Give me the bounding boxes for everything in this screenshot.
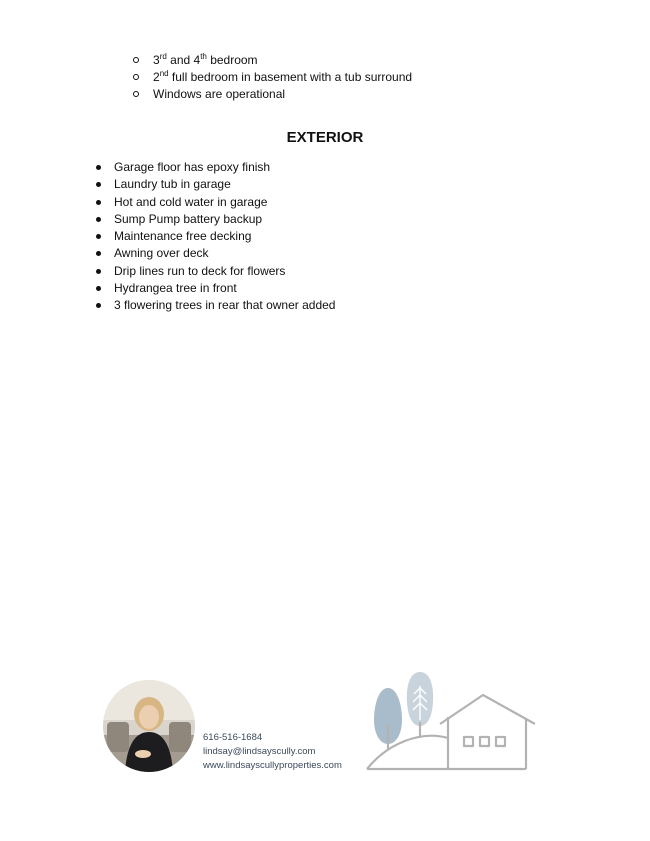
item-text: Hot and cold water in garage xyxy=(114,194,268,209)
hollow-bullet-icon xyxy=(133,91,139,97)
item-text: Drip lines run to deck for flowers xyxy=(114,263,286,278)
contact-info xyxy=(203,731,342,773)
contact-phone: 616-516-1684 xyxy=(203,732,263,743)
item-text: 2 xyxy=(153,70,160,84)
exterior-list-item xyxy=(92,194,335,211)
item-text: Garage floor has epoxy finish xyxy=(114,160,271,174)
ordinal-suffix: nd xyxy=(159,69,169,78)
item-text: bedroom xyxy=(206,53,258,67)
exterior-list-item xyxy=(92,245,335,262)
bullet-icon xyxy=(96,269,101,274)
exterior-list-item xyxy=(92,263,335,280)
item-text: Laundry tub in garage xyxy=(114,177,231,192)
house-trees-logo xyxy=(362,668,540,774)
exterior-list-item xyxy=(92,176,335,193)
ordinal-suffix: th xyxy=(200,52,207,61)
bullet-icon xyxy=(96,165,101,170)
item-text: Windows are operational xyxy=(153,87,286,101)
contact-website: www.lindsayscullyproperties.com xyxy=(203,760,342,771)
item-text: 3 xyxy=(153,53,160,67)
bullet-icon xyxy=(96,251,101,256)
exterior-heading: EXTERIOR xyxy=(286,129,364,146)
item-text: full bedroom in basement with a tub surround xyxy=(168,70,413,84)
item-text: and 4 xyxy=(166,53,201,67)
ordinal-suffix: rd xyxy=(159,52,167,61)
exterior-list-item xyxy=(92,280,335,297)
item-text: Sump Pump battery backup xyxy=(114,211,263,226)
bullet-icon xyxy=(96,200,101,205)
item-text: 3 flowering trees in rear that owner added xyxy=(114,298,336,313)
interior-list-item xyxy=(131,86,412,103)
interior-list-item xyxy=(131,69,412,86)
bullet-icon xyxy=(96,217,101,222)
bullet-icon xyxy=(96,234,101,239)
agent-portrait-image xyxy=(103,680,195,772)
bullet-icon xyxy=(96,286,101,291)
bullet-icon xyxy=(96,182,101,187)
item-text: Awning over deck xyxy=(114,246,209,261)
contact-email: lindsay@lindsayscully.com xyxy=(203,746,316,757)
item-text: Hydrangea tree in front xyxy=(114,281,237,296)
hollow-bullet-icon xyxy=(133,74,139,80)
exterior-list-item xyxy=(92,159,335,176)
exterior-list-item xyxy=(92,211,335,228)
agent-photo xyxy=(103,680,195,772)
exterior-list xyxy=(92,159,335,315)
bullet-icon xyxy=(96,303,101,308)
interior-list-item xyxy=(131,52,412,69)
hollow-bullet-icon xyxy=(133,57,139,63)
item-text: Maintenance free decking xyxy=(114,229,252,244)
exterior-list-item xyxy=(92,228,335,245)
exterior-list-item xyxy=(92,297,335,314)
interior-sublist xyxy=(131,52,412,103)
